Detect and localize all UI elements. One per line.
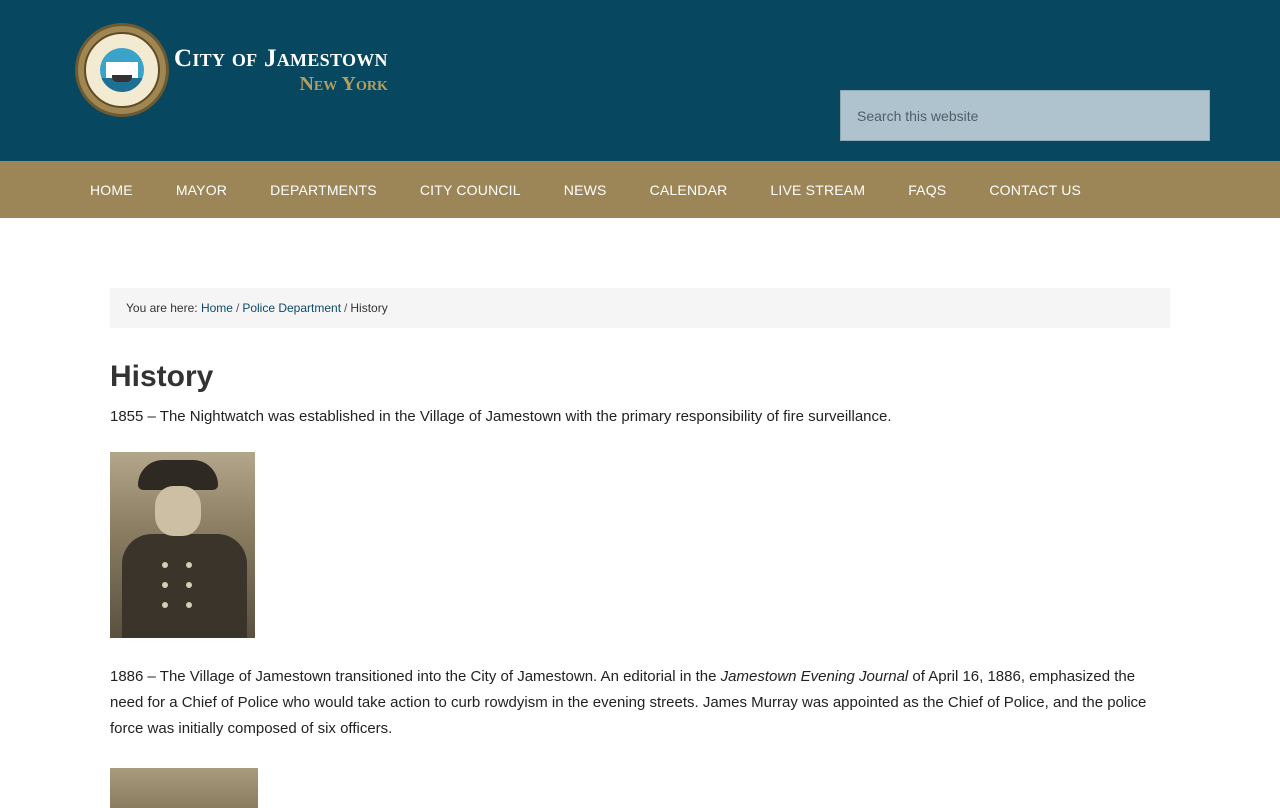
nav-item-contact-us[interactable]: CONTACT US (989, 181, 1082, 198)
city-seal-icon (75, 23, 169, 117)
history-paragraph-1855: 1855 – The Nightwatch was established in the Village of Jamestown with the primary responsibility of fire surveillance. (110, 408, 892, 425)
search-box (840, 90, 1210, 141)
chief-of-police-photo (110, 768, 258, 808)
nav-item-departments[interactable]: DEPARTMENTS (270, 181, 377, 198)
nav-item-city-council[interactable]: CITY COUNCIL (419, 181, 521, 198)
newspaper-title: Jamestown Evening Journal (720, 668, 909, 685)
page-content (110, 356, 1170, 808)
nav-item-news[interactable]: NEWS (563, 181, 607, 198)
nightwatch-officer-photo (110, 452, 255, 638)
breadcrumb-separator: / (344, 301, 348, 315)
nav-item-live-stream[interactable]: LIVE STREAM (770, 181, 866, 198)
breadcrumb-separator: / (235, 301, 240, 315)
breadcrumb-current: History (350, 301, 388, 315)
nav-item-faqs[interactable]: FAQS (908, 181, 947, 198)
history-paragraph-1886 (110, 664, 1170, 742)
breadcrumb (110, 288, 1170, 328)
paragraph-text: 1886 – The Village of Jamestown transitioned into the City of Jamestown. An editorial in the (110, 668, 721, 685)
site-title: City of Jamestown (174, 44, 388, 72)
nav-item-mayor[interactable]: MAYOR (175, 181, 228, 198)
nav-item-calendar[interactable]: CALENDAR (649, 181, 728, 198)
nav-item-home[interactable]: HOME (90, 181, 133, 198)
paragraph-text: of April 16, 1886, emphasized the need for a Chief of Police who would take action to curb rowdyism in the evening streets. James Murray was appointed as the Chief of Police, and the police force was initially composed of six officers. (110, 668, 1147, 737)
site-subtitle: New York (299, 72, 388, 95)
breadcrumb-prefix: You are here: (126, 301, 198, 315)
page-title: History (110, 360, 214, 393)
site-logo[interactable] (75, 22, 415, 118)
main-nav (0, 161, 1280, 218)
breadcrumb-home-link[interactable]: Home (200, 301, 233, 315)
search-input[interactable] (841, 91, 1209, 140)
site-header (0, 0, 1280, 161)
breadcrumb-police-department-link[interactable]: Police Department (242, 301, 342, 315)
